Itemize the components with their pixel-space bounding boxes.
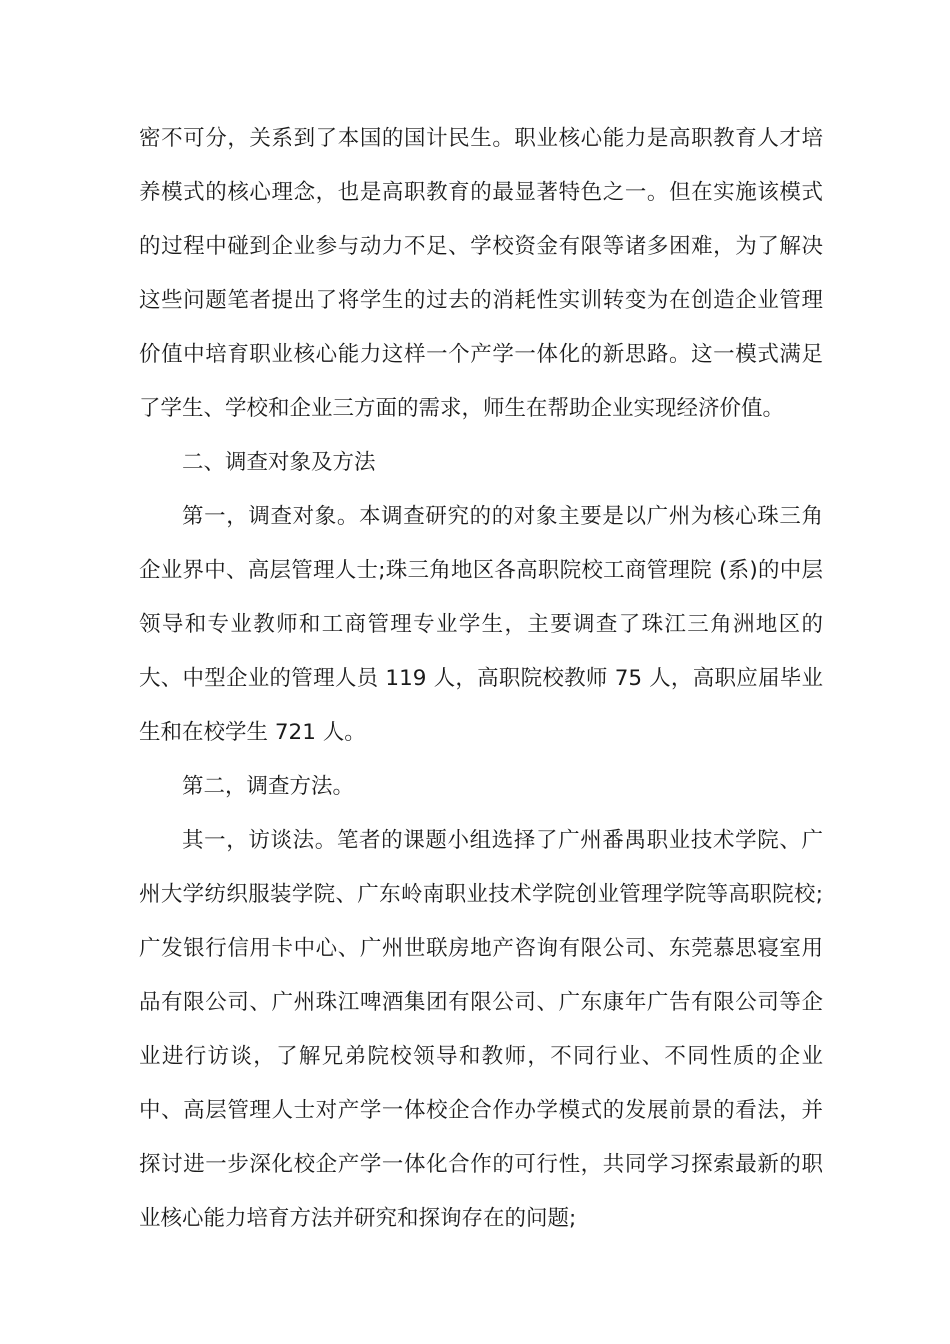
paragraph-interview-method: 其一，访谈法。笔者的课题小组选择了广州番禺职业技术学院、广州大学纺织服装学院、广东岭南职业技术学院创业管理学院等高职院校;广发银行信用卡中心、广州世联房地产咨询有限公司、东莞慕思寝室用品有限公司、广州珠江啤酒集团有限公司、广东康年广告有限公司等企业进行访谈，了解兄弟院校领导和教师，不同行业、不同性质的企业中、高层管理人士对产学一体校企合作办学模式的发展前景的看法，并探讨进一步深化校企产学一体化合作的可行性，共同学习探索最新的职业核心能力培育方法并研究和探询存在的问题;: [139, 828, 823, 1231]
document-body: [139, 112, 823, 1246]
paragraph-continuation: 密不可分，关系到了本国的国计民生。职业核心能力是高职教育人才培养模式的核心理念，也是高职教育的最显著特色之一。但在实施该模式的过程中碰到企业参与动力不足、学校资金有限等诸多困难，为了解决这些问题笔者提出了将学生的过去的消耗性实训转变为在创造企业管理价值中培育职业核心能力这样一个产学一体化的新思路。这一模式满足了学生、学校和企业三方面的需求，师生在帮助企业实现经济价值。: [139, 126, 823, 421]
paragraph-survey-methods: 第二，调查方法。: [182, 774, 355, 799]
section-heading: 二、调查对象及方法: [182, 450, 376, 475]
paragraph-survey-subjects: 第一，调查对象。本调查研究的的对象主要是以广州为核心珠三角企业界中、高层管理人士;珠三角地区各高职院校工商管理院 (系)的中层领导和专业教师和工商管理专业学生，主要调查了珠江三角洲地区的大、中型企业的管理人员 119 人，高职院校教师 75 人，高职应届毕业生和在校学生 721 人。: [139, 504, 823, 745]
